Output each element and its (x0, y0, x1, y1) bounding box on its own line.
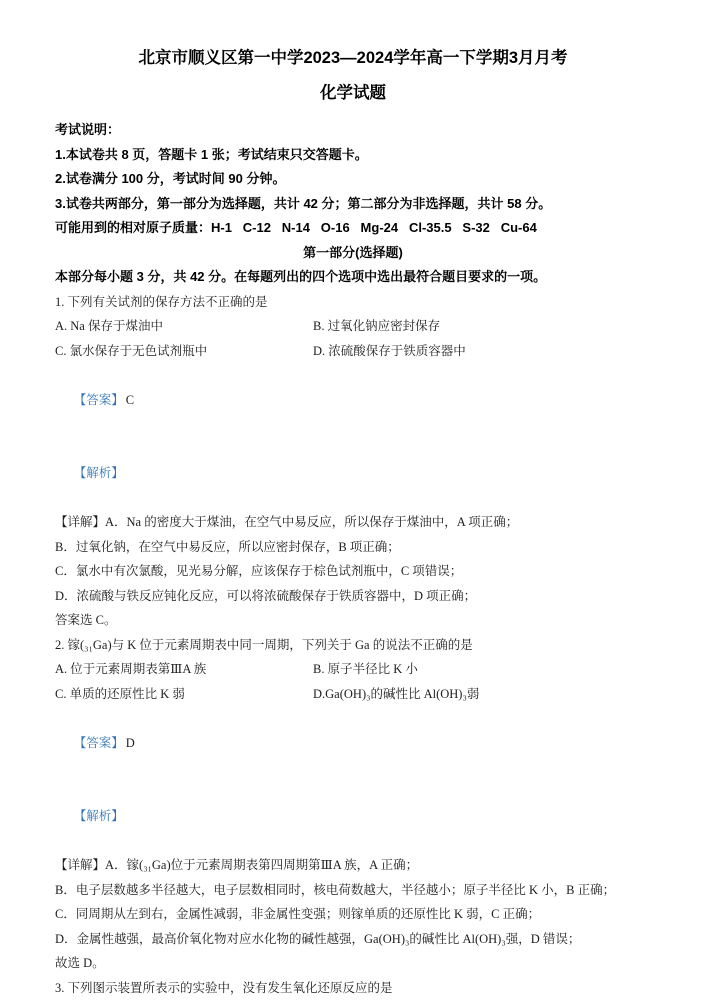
question-1-explanation-3: C．氯水中有次氯酸，见光易分解，应该保存于棕色试剂瓶中，C 项错误； (55, 559, 651, 584)
question-2-stem: 2. 镓(₃₁Ga)与 K 位于元素周期表中同一周期，下列关于 Ga 的说法不正确的是 (55, 633, 651, 658)
note-item-3: 3.试卷共两部分，第一部分为选择题，共计 42 分；第二部分为非选择题，共计 58 分。 (55, 192, 651, 217)
question-2-explanation-1: 【详解】A．镓(₃₁Ga)位于元素周期表第四周期第ⅢA 族，A 正确； (55, 853, 651, 878)
exam-subtitle: 化学试题 (55, 81, 651, 105)
question-1-option-b: B. 过氧化钠应密封保存 (313, 314, 651, 339)
question-2-option-d: D.Ga(OH)₃的碱性比 Al(OH)₃弱 (313, 682, 651, 707)
answer-tag: 【答案】 (74, 393, 124, 407)
question-2-answer-line (55, 706, 651, 780)
question-2-options-row-2 (55, 682, 651, 707)
section-heading: 第一部分(选择题) (55, 241, 651, 266)
document-header (55, 46, 651, 105)
question-1-explanation-2: B．过氧化钠，在空气中易反应，所以应密封保存，B 项正确； (55, 535, 651, 560)
question-1-answer-line (55, 363, 651, 437)
question-1-options-row-2 (55, 339, 651, 364)
question-1-options-row-1 (55, 314, 651, 339)
note-item-2: 2.试卷满分 100 分，考试时间 90 分钟。 (55, 167, 651, 192)
question-2-conclusion: 故选 D。 (55, 951, 651, 976)
question-1-answer: C (126, 393, 134, 407)
question-2-option-c: C. 单质的还原性比 K 弱 (55, 682, 313, 707)
question-3-stem: 3. 下列图示装置所表示的实验中，没有发生氧化还原反应的是 (55, 976, 651, 1000)
question-1-stem: 1. 下列有关试剂的保存方法不正确的是 (55, 290, 651, 315)
question-2-option-a: A. 位于元素周期表第ⅢA 族 (55, 657, 313, 682)
question-2-explanation-4: D．金属性越强，最高价氧化物对应水化物的碱性越强，Ga(OH)₃的碱性比 Al(OH)₃强，D 错误； (55, 927, 651, 952)
analysis-tag: 【解析】 (74, 466, 124, 480)
section-intro: 本部分每小题 3 分，共 42 分。在每题列出的四个选项中选出最符合题目要求的一项。 (55, 265, 651, 290)
question-2-option-b: B. 原子半径比 K 小 (313, 657, 651, 682)
analysis-tag: 【解析】 (74, 809, 124, 823)
answer-tag: 【答案】 (74, 736, 124, 750)
atomic-mass-line: 可能用到的相对原子质量：H-1 C-12 N-14 O-16 Mg-24 Cl-35.5 S-32 Cu-64 (55, 216, 651, 241)
question-2-options-row-1 (55, 657, 651, 682)
question-1-analysis-line (55, 437, 651, 511)
notes-heading: 考试说明： (55, 118, 651, 143)
question-2-explanation-3: C．同周期从左到右，金属性减弱，非金属性变强；则镓单质的还原性比 K 弱，C 正确； (55, 902, 651, 927)
question-1-explanation-1: 【详解】A．Na 的密度大于煤油，在空气中易反应，所以保存于煤油中，A 项正确； (55, 510, 651, 535)
question-2-analysis-line (55, 780, 651, 854)
document-body (55, 118, 651, 1000)
question-1-conclusion: 答案选 C。 (55, 608, 651, 633)
question-1-option-d: D. 浓硫酸保存于铁质容器中 (313, 339, 651, 364)
exam-title: 北京市顺义区第一中学2023—2024学年高一下学期3月月考 (55, 46, 651, 70)
question-2-explanation-2: B．电子层数越多半径越大，电子层数相同时，核电荷数越大，半径越小；原子半径比 K 小，B 正确； (55, 878, 651, 903)
question-1-option-c: C. 氯水保存于无色试剂瓶中 (55, 339, 313, 364)
question-1-explanation-4: D．浓硫酸与铁反应钝化反应，可以将浓硫酸保存于铁质容器中，D 项正确； (55, 584, 651, 609)
question-2-answer: D (126, 736, 135, 750)
note-item-1: 1.本试卷共 8 页，答题卡 1 张；考试结束只交答题卡。 (55, 143, 651, 168)
question-1-option-a: A. Na 保存于煤油中 (55, 314, 313, 339)
